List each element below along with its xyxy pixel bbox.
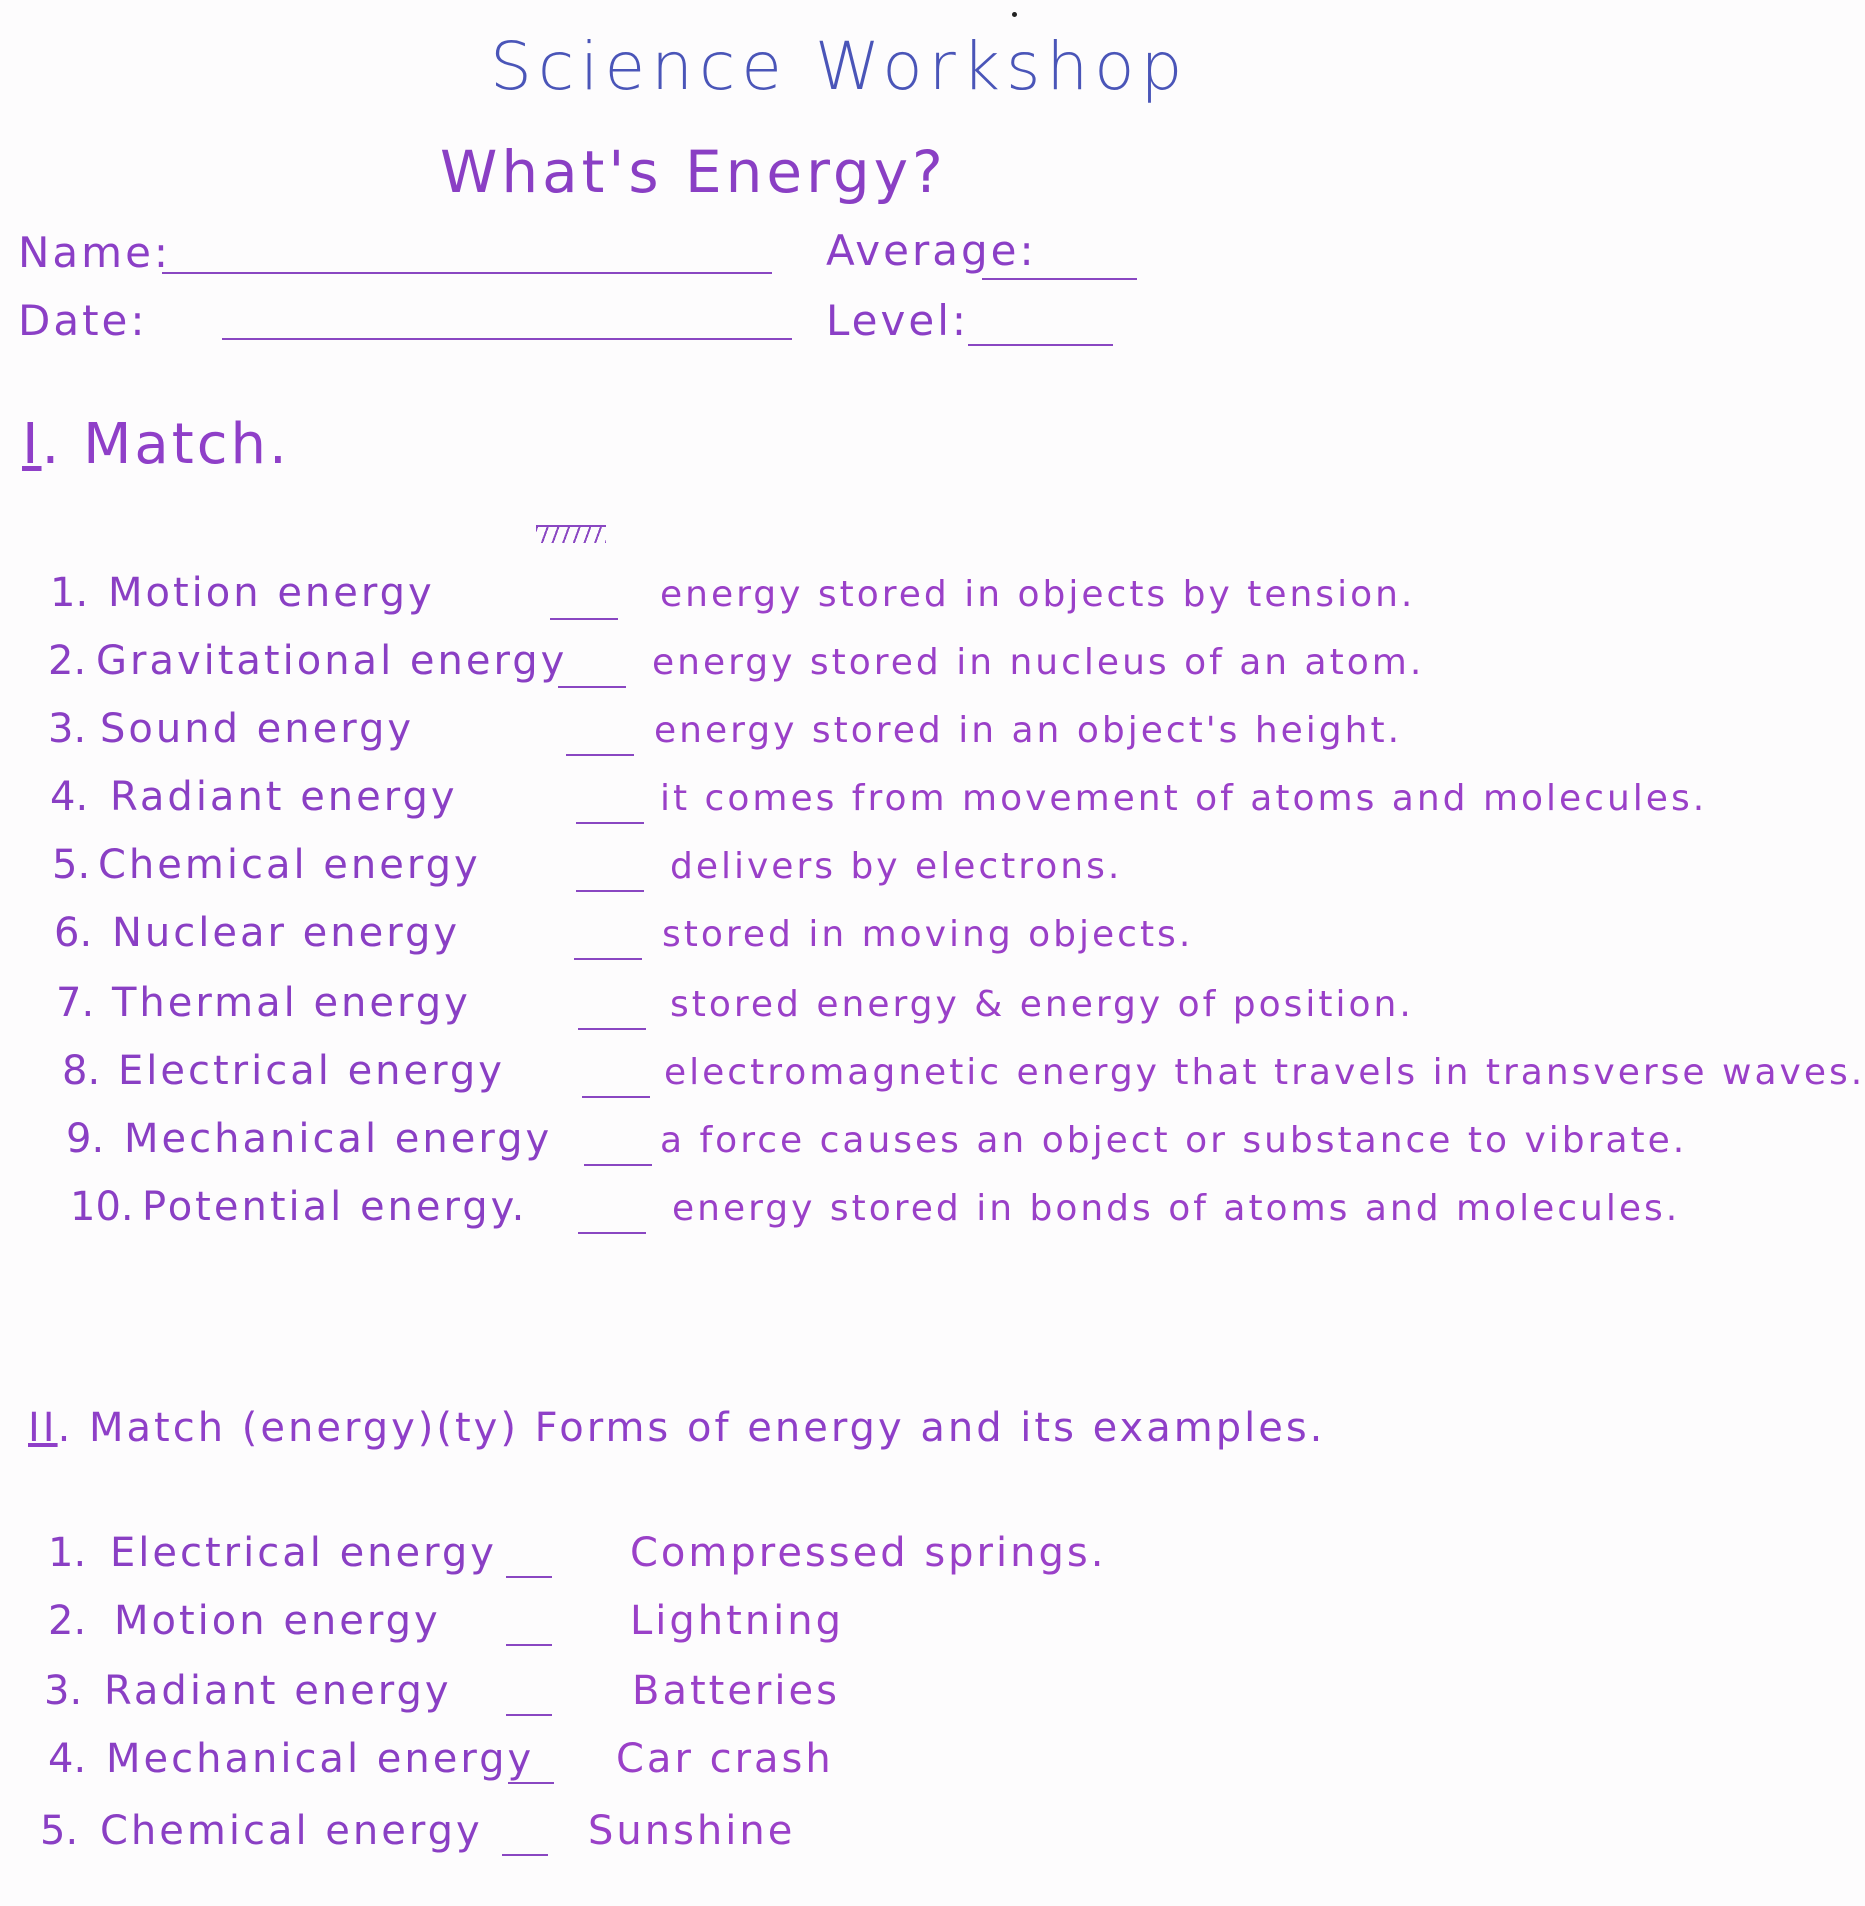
term-label: Electrical energy — [110, 1530, 497, 1576]
term-number: 3. — [44, 1668, 83, 1714]
average-line — [982, 278, 1137, 280]
term-number: 8. — [62, 1048, 101, 1094]
term-label: Motion energy — [114, 1598, 441, 1644]
name-line — [162, 272, 772, 274]
answer-blank[interactable] — [582, 1096, 650, 1098]
term-number: 4. — [50, 774, 89, 820]
example-text: Batteries — [632, 1668, 840, 1714]
name-label: Name: — [18, 228, 172, 277]
term-label: Sound energy — [100, 706, 415, 752]
average-label: Average: — [826, 226, 1037, 275]
section-two-heading — [28, 1405, 1325, 1451]
match-row — [0, 706, 1635, 766]
term-label: Thermal energy — [112, 980, 471, 1026]
answer-blank[interactable] — [574, 958, 642, 960]
answer-blank[interactable] — [550, 618, 618, 620]
match-row — [0, 1048, 1865, 1108]
term-number: 1. — [48, 1530, 87, 1576]
match-row — [0, 570, 1635, 630]
answer-blank[interactable] — [508, 1782, 554, 1784]
term-number: 7. — [56, 980, 95, 1026]
example-row — [0, 1530, 1635, 1590]
date-line — [222, 338, 792, 340]
example-text: Lightning — [630, 1598, 845, 1644]
term-number: 6. — [54, 910, 93, 956]
term-label: Radiant energy — [110, 774, 458, 820]
example-row — [0, 1736, 1635, 1796]
level-line — [968, 344, 1113, 346]
definition-text: electromagnetic energy that travels in transverse waves. — [664, 1052, 1865, 1093]
term-label: Electrical energy — [118, 1048, 505, 1094]
match-row — [0, 1116, 1688, 1176]
answer-blank[interactable] — [576, 822, 644, 824]
definition-text: a force causes an object or substance to vibrate. — [660, 1120, 1688, 1161]
definition-text: stored in moving objects. — [662, 914, 1194, 955]
level-label: Level: — [826, 296, 970, 345]
term-number: 2. — [48, 1598, 87, 1644]
answer-blank[interactable] — [566, 754, 634, 756]
match-row — [0, 774, 1708, 834]
match-row — [0, 1184, 1681, 1244]
match-row — [0, 910, 1635, 970]
section-one-numeral: I — [22, 412, 42, 477]
answer-blank[interactable] — [584, 1164, 652, 1166]
term-number: 10. — [70, 1184, 134, 1230]
term-number: 5. — [52, 842, 91, 888]
term-number: 9. — [66, 1116, 105, 1162]
answer-blank[interactable] — [576, 890, 644, 892]
section-one-heading — [22, 412, 290, 477]
example-row — [0, 1808, 1635, 1868]
tally-mark — [536, 525, 606, 543]
answer-blank[interactable] — [578, 1028, 646, 1030]
answer-blank[interactable] — [558, 686, 626, 688]
example-text: Car crash — [616, 1736, 834, 1782]
answer-blank[interactable] — [578, 1232, 646, 1234]
date-label: Date: — [18, 296, 148, 345]
term-label: Chemical energy — [98, 842, 481, 888]
answer-blank[interactable] — [506, 1576, 552, 1578]
term-number: 3. — [48, 706, 87, 752]
term-number: 5. — [40, 1808, 79, 1854]
term-label: Mechanical energy — [106, 1736, 535, 1782]
term-label: Radiant energy — [104, 1668, 452, 1714]
definition-text: energy stored in bonds of atoms and molecules. — [672, 1188, 1681, 1229]
term-label: Chemical energy — [100, 1808, 483, 1854]
definition-text: energy stored in objects by tension. — [660, 574, 1416, 615]
answer-blank[interactable] — [506, 1714, 552, 1716]
definition-text: stored energy & energy of position. — [670, 984, 1414, 1025]
term-label: Mechanical energy — [124, 1116, 553, 1162]
example-row — [0, 1598, 1635, 1658]
answer-blank[interactable] — [502, 1854, 548, 1856]
example-row — [0, 1668, 1635, 1728]
section-two-numeral: II — [28, 1405, 58, 1451]
match-row — [0, 842, 1635, 902]
term-label: Gravitational energy — [96, 638, 568, 684]
worksheet-subtitle: What's Energy? — [440, 138, 947, 206]
example-text: Compressed springs. — [630, 1530, 1107, 1576]
definition-text: delivers by electrons. — [670, 846, 1123, 887]
ink-dot — [1012, 12, 1017, 17]
term-label: Nuclear energy — [112, 910, 461, 956]
section-two-title: . Match (energy)(ty) Forms of energy and its examples. — [57, 1405, 1326, 1451]
term-label: Potential energy. — [142, 1184, 528, 1230]
example-text: Sunshine — [588, 1808, 796, 1854]
definition-text: energy stored in nucleus of an atom. — [652, 642, 1425, 683]
match-row — [0, 638, 1635, 698]
match-row — [0, 980, 1635, 1040]
term-number: 1. — [50, 570, 89, 616]
answer-blank[interactable] — [506, 1644, 552, 1646]
definition-text: energy stored in an object's height. — [654, 710, 1403, 751]
section-one-title: . Match. — [41, 412, 290, 477]
definition-text: it comes from movement of atoms and molecules. — [660, 778, 1708, 819]
term-number: 2. — [48, 638, 87, 684]
worksheet-title: Science Workshop — [490, 28, 1189, 105]
term-number: 4. — [48, 1736, 87, 1782]
term-label: Motion energy — [108, 570, 435, 616]
